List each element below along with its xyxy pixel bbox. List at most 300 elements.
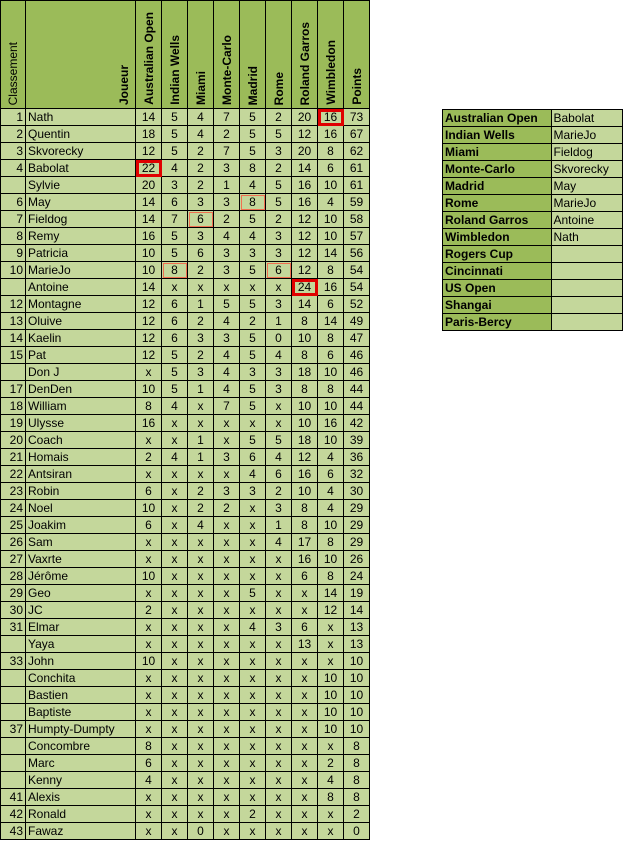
- score-cell[interactable]: x: [162, 789, 188, 806]
- score-cell[interactable]: x: [162, 466, 188, 483]
- rank-cell[interactable]: 29: [1, 585, 26, 602]
- score-cell[interactable]: 16: [292, 551, 318, 568]
- tournament-winner-cell[interactable]: [551, 246, 623, 263]
- score-cell[interactable]: 16: [318, 415, 344, 432]
- rank-cell[interactable]: 24: [1, 500, 26, 517]
- score-cell[interactable]: 12: [292, 228, 318, 245]
- tournament-winner-cell[interactable]: Babolat: [551, 110, 623, 127]
- score-cell[interactable]: x: [292, 789, 318, 806]
- points-cell[interactable]: 44: [344, 398, 370, 415]
- score-cell[interactable]: x: [240, 670, 266, 687]
- score-cell[interactable]: 1: [188, 381, 214, 398]
- score-cell[interactable]: 1: [188, 296, 214, 313]
- score-cell[interactable]: x: [188, 755, 214, 772]
- score-cell[interactable]: 5: [240, 296, 266, 313]
- player-name-cell[interactable]: Concombre: [26, 738, 136, 755]
- score-cell[interactable]: x: [292, 687, 318, 704]
- score-cell[interactable]: 12: [292, 126, 318, 143]
- score-cell[interactable]: 2: [188, 483, 214, 500]
- score-cell[interactable]: 3: [162, 177, 188, 194]
- player-name-cell[interactable]: JC: [26, 602, 136, 619]
- score-cell[interactable]: 1: [266, 517, 292, 534]
- score-cell[interactable]: 4: [188, 126, 214, 143]
- score-cell[interactable]: x: [136, 585, 162, 602]
- score-cell[interactable]: x: [136, 364, 162, 381]
- score-cell[interactable]: x: [162, 704, 188, 721]
- score-cell[interactable]: 12: [136, 296, 162, 313]
- score-cell[interactable]: 5: [162, 109, 188, 126]
- player-name-cell[interactable]: Elmar: [26, 619, 136, 636]
- score-cell[interactable]: x: [214, 806, 240, 823]
- score-cell[interactable]: x: [136, 806, 162, 823]
- player-name-cell[interactable]: Ronald: [26, 806, 136, 823]
- score-cell[interactable]: x: [292, 670, 318, 687]
- points-cell[interactable]: 47: [344, 330, 370, 347]
- score-cell[interactable]: x: [162, 500, 188, 517]
- score-cell[interactable]: x: [188, 789, 214, 806]
- score-cell[interactable]: x: [188, 551, 214, 568]
- score-cell[interactable]: 3: [266, 228, 292, 245]
- points-cell[interactable]: 8: [344, 789, 370, 806]
- score-cell[interactable]: x: [188, 704, 214, 721]
- score-cell[interactable]: 7: [214, 143, 240, 160]
- player-name-cell[interactable]: Jérôme: [26, 568, 136, 585]
- score-cell[interactable]: 6: [162, 296, 188, 313]
- score-cell[interactable]: x: [136, 551, 162, 568]
- score-cell[interactable]: x: [240, 636, 266, 653]
- score-cell[interactable]: 5: [240, 381, 266, 398]
- score-cell[interactable]: 3: [214, 194, 240, 211]
- points-cell[interactable]: 61: [344, 177, 370, 194]
- score-cell[interactable]: x: [318, 738, 344, 755]
- score-cell[interactable]: x: [162, 653, 188, 670]
- points-cell[interactable]: 24: [344, 568, 370, 585]
- score-cell[interactable]: 5: [266, 194, 292, 211]
- score-cell[interactable]: 4: [318, 772, 344, 789]
- player-name-cell[interactable]: Montagne: [26, 296, 136, 313]
- score-cell[interactable]: 14: [136, 279, 162, 296]
- score-cell[interactable]: 5: [240, 211, 266, 228]
- score-cell[interactable]: x: [240, 517, 266, 534]
- tournament-name-cell[interactable]: Monte-Carlo: [443, 161, 552, 178]
- score-cell[interactable]: 2: [266, 211, 292, 228]
- score-cell[interactable]: 6: [318, 160, 344, 177]
- player-name-cell[interactable]: Babolat: [26, 160, 136, 177]
- score-cell[interactable]: 4: [318, 483, 344, 500]
- score-cell[interactable]: x: [162, 687, 188, 704]
- score-cell[interactable]: 24: [292, 279, 318, 296]
- score-cell[interactable]: 4: [318, 449, 344, 466]
- score-cell[interactable]: 6: [266, 262, 292, 279]
- rank-cell[interactable]: [1, 670, 26, 687]
- rank-cell[interactable]: 22: [1, 466, 26, 483]
- score-cell[interactable]: x: [266, 636, 292, 653]
- score-cell[interactable]: x: [136, 721, 162, 738]
- rank-cell[interactable]: [1, 364, 26, 381]
- score-cell[interactable]: 2: [188, 313, 214, 330]
- score-cell[interactable]: x: [266, 279, 292, 296]
- rank-cell[interactable]: 8: [1, 228, 26, 245]
- score-cell[interactable]: 4: [214, 228, 240, 245]
- points-cell[interactable]: 61: [344, 160, 370, 177]
- score-cell[interactable]: x: [136, 823, 162, 840]
- rank-cell[interactable]: 41: [1, 789, 26, 806]
- score-cell[interactable]: x: [136, 619, 162, 636]
- score-cell[interactable]: x: [266, 653, 292, 670]
- score-cell[interactable]: x: [266, 755, 292, 772]
- score-cell[interactable]: 3: [266, 296, 292, 313]
- player-name-cell[interactable]: Yaya: [26, 636, 136, 653]
- player-name-cell[interactable]: Kenny: [26, 772, 136, 789]
- score-cell[interactable]: x: [240, 602, 266, 619]
- score-cell[interactable]: 16: [136, 415, 162, 432]
- score-cell[interactable]: 16: [318, 126, 344, 143]
- score-cell[interactable]: 7: [162, 211, 188, 228]
- score-cell[interactable]: 8: [292, 517, 318, 534]
- score-cell[interactable]: 3: [240, 483, 266, 500]
- header-tournament[interactable]: Australian Open: [136, 1, 162, 109]
- points-cell[interactable]: 54: [344, 279, 370, 296]
- score-cell[interactable]: x: [266, 738, 292, 755]
- points-cell[interactable]: 10: [344, 721, 370, 738]
- tournament-name-cell[interactable]: Miami: [443, 144, 552, 161]
- score-cell[interactable]: 2: [240, 313, 266, 330]
- score-cell[interactable]: 4: [240, 619, 266, 636]
- score-cell[interactable]: 6: [266, 466, 292, 483]
- score-cell[interactable]: 2: [214, 500, 240, 517]
- points-cell[interactable]: 30: [344, 483, 370, 500]
- points-cell[interactable]: 36: [344, 449, 370, 466]
- score-cell[interactable]: 10: [292, 483, 318, 500]
- rank-cell[interactable]: 27: [1, 551, 26, 568]
- rank-cell[interactable]: [1, 755, 26, 772]
- score-cell[interactable]: 8: [318, 262, 344, 279]
- score-cell[interactable]: 2: [188, 177, 214, 194]
- tournament-winner-cell[interactable]: Skvorecky: [551, 161, 623, 178]
- score-cell[interactable]: 5: [240, 262, 266, 279]
- score-cell[interactable]: x: [266, 551, 292, 568]
- score-cell[interactable]: x: [162, 585, 188, 602]
- score-cell[interactable]: x: [214, 415, 240, 432]
- score-cell[interactable]: 13: [292, 636, 318, 653]
- score-cell[interactable]: 4: [136, 772, 162, 789]
- player-name-cell[interactable]: Humpty-Dumpty: [26, 721, 136, 738]
- score-cell[interactable]: 5: [266, 126, 292, 143]
- score-cell[interactable]: 8: [136, 738, 162, 755]
- header-tournament[interactable]: Wimbledon: [318, 1, 344, 109]
- score-cell[interactable]: x: [214, 687, 240, 704]
- player-name-cell[interactable]: Patricia: [26, 245, 136, 262]
- player-name-cell[interactable]: Nath: [26, 109, 136, 126]
- score-cell[interactable]: 22: [136, 160, 162, 177]
- score-cell[interactable]: x: [240, 721, 266, 738]
- score-cell[interactable]: 2: [318, 755, 344, 772]
- score-cell[interactable]: x: [162, 534, 188, 551]
- score-cell[interactable]: 3: [266, 245, 292, 262]
- header-classement[interactable]: Classement: [1, 1, 26, 109]
- score-cell[interactable]: x: [266, 687, 292, 704]
- points-cell[interactable]: 2: [344, 806, 370, 823]
- score-cell[interactable]: 14: [136, 109, 162, 126]
- score-cell[interactable]: 4: [214, 347, 240, 364]
- player-name-cell[interactable]: Bastien: [26, 687, 136, 704]
- points-cell[interactable]: 73: [344, 109, 370, 126]
- points-cell[interactable]: 59: [344, 194, 370, 211]
- points-cell[interactable]: 62: [344, 143, 370, 160]
- player-name-cell[interactable]: Ulysse: [26, 415, 136, 432]
- score-cell[interactable]: x: [266, 670, 292, 687]
- score-cell[interactable]: 3: [188, 194, 214, 211]
- points-cell[interactable]: 10: [344, 704, 370, 721]
- score-cell[interactable]: 4: [188, 109, 214, 126]
- tournament-winner-cell[interactable]: May: [551, 178, 623, 195]
- rank-cell[interactable]: 25: [1, 517, 26, 534]
- score-cell[interactable]: x: [214, 602, 240, 619]
- player-name-cell[interactable]: Coach: [26, 432, 136, 449]
- score-cell[interactable]: 12: [292, 262, 318, 279]
- player-name-cell[interactable]: Oluive: [26, 313, 136, 330]
- score-cell[interactable]: 6: [318, 296, 344, 313]
- score-cell[interactable]: 18: [292, 432, 318, 449]
- score-cell[interactable]: 3: [266, 500, 292, 517]
- score-cell[interactable]: 10: [318, 704, 344, 721]
- score-cell[interactable]: x: [188, 738, 214, 755]
- score-cell[interactable]: 2: [240, 806, 266, 823]
- points-cell[interactable]: 32: [344, 466, 370, 483]
- score-cell[interactable]: 10: [318, 211, 344, 228]
- player-name-cell[interactable]: John: [26, 653, 136, 670]
- rank-cell[interactable]: [1, 772, 26, 789]
- score-cell[interactable]: x: [162, 636, 188, 653]
- rank-cell[interactable]: 3: [1, 143, 26, 160]
- score-cell[interactable]: 4: [162, 160, 188, 177]
- score-cell[interactable]: 5: [240, 126, 266, 143]
- score-cell[interactable]: 7: [214, 398, 240, 415]
- tournament-winner-cell[interactable]: Antoine: [551, 212, 623, 229]
- rank-cell[interactable]: 1: [1, 109, 26, 126]
- tournament-winner-cell[interactable]: MarieJo: [551, 127, 623, 144]
- score-cell[interactable]: 2: [188, 160, 214, 177]
- points-cell[interactable]: 29: [344, 500, 370, 517]
- score-cell[interactable]: 4: [240, 228, 266, 245]
- score-cell[interactable]: 5: [266, 177, 292, 194]
- rank-cell[interactable]: 2: [1, 126, 26, 143]
- points-cell[interactable]: 44: [344, 381, 370, 398]
- score-cell[interactable]: x: [266, 704, 292, 721]
- score-cell[interactable]: 5: [162, 364, 188, 381]
- score-cell[interactable]: 20: [292, 143, 318, 160]
- score-cell[interactable]: x: [292, 823, 318, 840]
- player-name-cell[interactable]: Geo: [26, 585, 136, 602]
- score-cell[interactable]: 12: [136, 347, 162, 364]
- score-cell[interactable]: 20: [292, 109, 318, 126]
- rank-cell[interactable]: 10: [1, 262, 26, 279]
- points-cell[interactable]: 8: [344, 755, 370, 772]
- score-cell[interactable]: x: [214, 534, 240, 551]
- score-cell[interactable]: 10: [136, 500, 162, 517]
- points-cell[interactable]: 46: [344, 364, 370, 381]
- score-cell[interactable]: 10: [318, 551, 344, 568]
- score-cell[interactable]: x: [240, 500, 266, 517]
- score-cell[interactable]: 10: [318, 517, 344, 534]
- player-name-cell[interactable]: Antoine: [26, 279, 136, 296]
- score-cell[interactable]: x: [162, 279, 188, 296]
- player-name-cell[interactable]: Alexis: [26, 789, 136, 806]
- score-cell[interactable]: x: [162, 415, 188, 432]
- score-cell[interactable]: x: [292, 806, 318, 823]
- score-cell[interactable]: 3: [214, 449, 240, 466]
- score-cell[interactable]: x: [214, 738, 240, 755]
- score-cell[interactable]: 12: [318, 602, 344, 619]
- score-cell[interactable]: x: [240, 534, 266, 551]
- score-cell[interactable]: 1: [266, 313, 292, 330]
- score-cell[interactable]: 3: [188, 330, 214, 347]
- score-cell[interactable]: 8: [318, 143, 344, 160]
- tournament-winner-cell[interactable]: [551, 314, 623, 331]
- score-cell[interactable]: 6: [162, 330, 188, 347]
- score-cell[interactable]: 6: [162, 194, 188, 211]
- score-cell[interactable]: 2: [188, 143, 214, 160]
- tournament-name-cell[interactable]: Rome: [443, 195, 552, 212]
- score-cell[interactable]: 6: [188, 245, 214, 262]
- score-cell[interactable]: x: [214, 755, 240, 772]
- player-name-cell[interactable]: Conchita: [26, 670, 136, 687]
- rank-cell[interactable]: 33: [1, 653, 26, 670]
- tournament-name-cell[interactable]: Rogers Cup: [443, 246, 552, 263]
- score-cell[interactable]: x: [292, 738, 318, 755]
- player-name-cell[interactable]: Fawaz: [26, 823, 136, 840]
- rank-cell[interactable]: [1, 704, 26, 721]
- score-cell[interactable]: x: [188, 721, 214, 738]
- score-cell[interactable]: x: [214, 636, 240, 653]
- score-cell[interactable]: 8: [292, 313, 318, 330]
- score-cell[interactable]: x: [162, 517, 188, 534]
- score-cell[interactable]: x: [188, 806, 214, 823]
- score-cell[interactable]: x: [240, 279, 266, 296]
- score-cell[interactable]: x: [136, 636, 162, 653]
- score-cell[interactable]: 10: [318, 398, 344, 415]
- points-cell[interactable]: 57: [344, 228, 370, 245]
- score-cell[interactable]: 3: [266, 143, 292, 160]
- score-cell[interactable]: x: [240, 687, 266, 704]
- score-cell[interactable]: 16: [292, 177, 318, 194]
- score-cell[interactable]: 4: [318, 194, 344, 211]
- score-cell[interactable]: 17: [292, 534, 318, 551]
- score-cell[interactable]: x: [318, 806, 344, 823]
- header-points[interactable]: Points: [344, 1, 370, 109]
- score-cell[interactable]: x: [188, 398, 214, 415]
- points-cell[interactable]: 0: [344, 823, 370, 840]
- rank-cell[interactable]: 14: [1, 330, 26, 347]
- score-cell[interactable]: x: [214, 517, 240, 534]
- score-cell[interactable]: 8: [240, 160, 266, 177]
- score-cell[interactable]: x: [136, 432, 162, 449]
- score-cell[interactable]: x: [240, 551, 266, 568]
- score-cell[interactable]: 14: [136, 211, 162, 228]
- points-cell[interactable]: 26: [344, 551, 370, 568]
- score-cell[interactable]: x: [292, 772, 318, 789]
- score-cell[interactable]: x: [318, 619, 344, 636]
- tournament-name-cell[interactable]: Wimbledon: [443, 229, 552, 246]
- score-cell[interactable]: 5: [240, 432, 266, 449]
- score-cell[interactable]: x: [136, 704, 162, 721]
- score-cell[interactable]: x: [214, 279, 240, 296]
- tournament-name-cell[interactable]: US Open: [443, 280, 552, 297]
- score-cell[interactable]: 5: [240, 585, 266, 602]
- rank-cell[interactable]: [1, 177, 26, 194]
- score-cell[interactable]: 10: [292, 330, 318, 347]
- points-cell[interactable]: 14: [344, 602, 370, 619]
- score-cell[interactable]: x: [266, 806, 292, 823]
- score-cell[interactable]: 5: [162, 245, 188, 262]
- tournament-winner-cell[interactable]: Nath: [551, 229, 623, 246]
- points-cell[interactable]: 10: [344, 670, 370, 687]
- rank-cell[interactable]: 4: [1, 160, 26, 177]
- player-name-cell[interactable]: Joakim: [26, 517, 136, 534]
- score-cell[interactable]: x: [136, 670, 162, 687]
- score-cell[interactable]: 3: [214, 483, 240, 500]
- score-cell[interactable]: x: [266, 415, 292, 432]
- points-cell[interactable]: 13: [344, 619, 370, 636]
- points-cell[interactable]: 8: [344, 772, 370, 789]
- score-cell[interactable]: 1: [188, 449, 214, 466]
- rank-cell[interactable]: 26: [1, 534, 26, 551]
- tournament-name-cell[interactable]: Paris-Bercy: [443, 314, 552, 331]
- tournament-name-cell[interactable]: Roland Garros: [443, 212, 552, 229]
- score-cell[interactable]: x: [240, 772, 266, 789]
- points-cell[interactable]: 49: [344, 313, 370, 330]
- score-cell[interactable]: 3: [266, 364, 292, 381]
- score-cell[interactable]: 6: [188, 211, 214, 228]
- score-cell[interactable]: x: [318, 823, 344, 840]
- score-cell[interactable]: 5: [240, 330, 266, 347]
- rank-cell[interactable]: [1, 636, 26, 653]
- score-cell[interactable]: 2: [188, 347, 214, 364]
- score-cell[interactable]: 10: [292, 415, 318, 432]
- score-cell[interactable]: 2: [188, 500, 214, 517]
- score-cell[interactable]: 16: [292, 466, 318, 483]
- tournament-name-cell[interactable]: Shangai: [443, 297, 552, 314]
- score-cell[interactable]: 4: [240, 466, 266, 483]
- score-cell[interactable]: x: [188, 653, 214, 670]
- points-cell[interactable]: 67: [344, 126, 370, 143]
- player-name-cell[interactable]: May: [26, 194, 136, 211]
- score-cell[interactable]: 6: [318, 466, 344, 483]
- score-cell[interactable]: x: [188, 585, 214, 602]
- score-cell[interactable]: 10: [318, 721, 344, 738]
- score-cell[interactable]: x: [266, 602, 292, 619]
- score-cell[interactable]: x: [162, 602, 188, 619]
- player-name-cell[interactable]: Vaxrte: [26, 551, 136, 568]
- score-cell[interactable]: 3: [214, 330, 240, 347]
- score-cell[interactable]: x: [214, 466, 240, 483]
- score-cell[interactable]: 5: [162, 347, 188, 364]
- rank-cell[interactable]: 31: [1, 619, 26, 636]
- score-cell[interactable]: x: [214, 585, 240, 602]
- score-cell[interactable]: 5: [162, 143, 188, 160]
- points-cell[interactable]: 52: [344, 296, 370, 313]
- score-cell[interactable]: x: [240, 789, 266, 806]
- score-cell[interactable]: 14: [292, 296, 318, 313]
- rank-cell[interactable]: 6: [1, 194, 26, 211]
- score-cell[interactable]: x: [292, 602, 318, 619]
- rank-cell[interactable]: [1, 687, 26, 704]
- score-cell[interactable]: 5: [240, 398, 266, 415]
- score-cell[interactable]: x: [188, 636, 214, 653]
- player-name-cell[interactable]: Don J: [26, 364, 136, 381]
- score-cell[interactable]: x: [240, 653, 266, 670]
- score-cell[interactable]: x: [214, 432, 240, 449]
